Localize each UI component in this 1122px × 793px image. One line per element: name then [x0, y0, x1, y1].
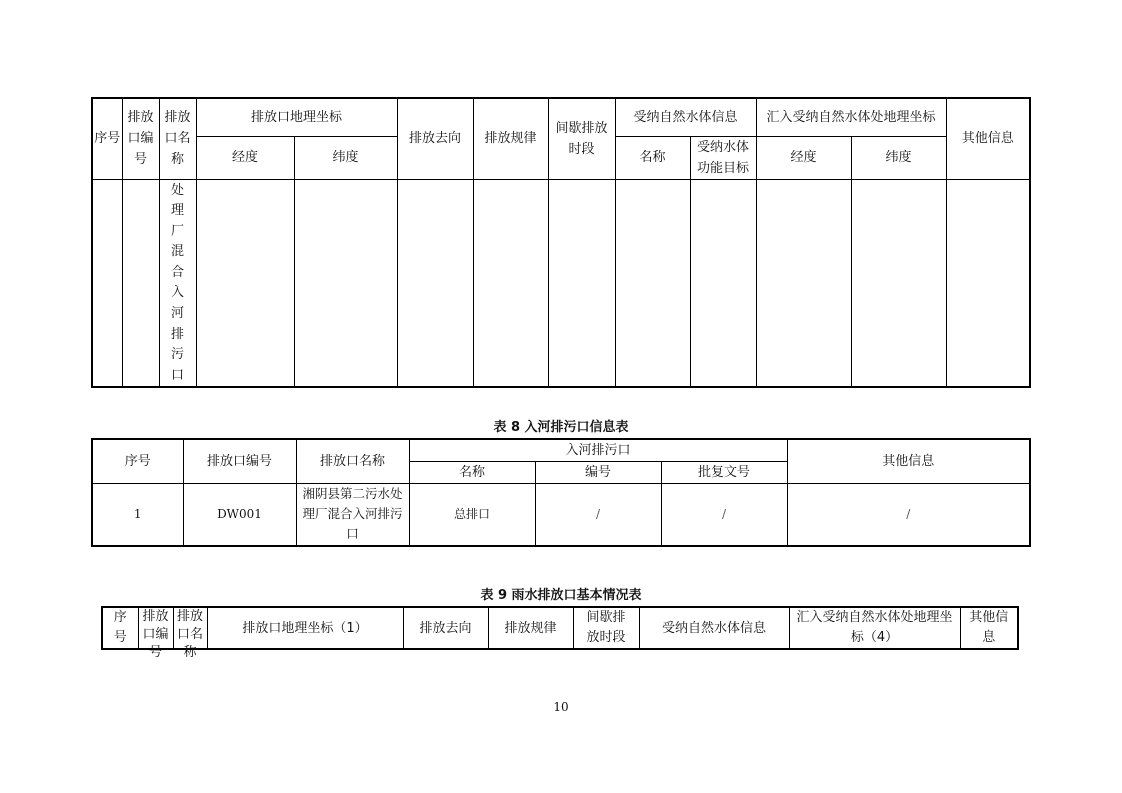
cell-longitude [196, 179, 294, 387]
t8-cell-seq: 1 [92, 484, 183, 546]
table8-river-outlet-info [91, 438, 1031, 547]
table8-caption: 表 8 入河排污口信息表 [493, 420, 629, 435]
t8-header-number: 编号 [535, 462, 661, 484]
header-rule: 排放规律 [473, 98, 548, 179]
header-geo-coords: 排放口地理坐标 [196, 98, 397, 136]
t9-header-confluence-coords: 汇入受纳自然水体处地理坐标（4） [789, 607, 960, 649]
cell-latitude [294, 179, 397, 387]
cell-confluence-longitude [756, 179, 851, 387]
header-receiving-name: 名称 [615, 136, 690, 179]
cell-receiving-name [615, 179, 690, 387]
outlet-name-vertical: 处 理 厂 混 合 入 河 排 污 口 [170, 182, 184, 383]
page-number: 10 [553, 700, 569, 714]
cell-confluence-latitude [851, 179, 946, 387]
header-confluence-longitude: 经度 [756, 136, 851, 179]
header-confluence-coords: 汇入受纳自然水体处地理坐标 [756, 98, 946, 136]
header-latitude: 纬度 [294, 136, 397, 179]
t8-header-seq: 序号 [92, 439, 183, 484]
header-seq: 序号 [92, 98, 122, 179]
header-other-info: 其他信息 [946, 98, 1030, 179]
t8-header-approval: 批复文号 [661, 462, 787, 484]
header-intermittent: 间歇排放时段 [548, 98, 615, 179]
table-row [92, 484, 1030, 546]
cell-rule [473, 179, 548, 387]
header-longitude: 经度 [196, 136, 294, 179]
t9-header-intermittent: 间歇排放时段 [573, 607, 639, 649]
table7-continuation [91, 97, 1031, 388]
table-row [92, 179, 1030, 387]
t8-header-other-info: 其他信息 [787, 439, 1030, 484]
cell-direction [397, 179, 473, 387]
t9-header-receiving-water: 受纳自然水体信息 [639, 607, 789, 649]
t9-header-rule: 排放规律 [488, 607, 573, 649]
header-outlet-name: 排放口名称 [159, 98, 196, 179]
header-confluence-latitude: 纬度 [851, 136, 946, 179]
t8-header-outlet-name: 排放口名称 [296, 439, 409, 484]
table9-rain-outlet-info [101, 606, 1019, 660]
t8-header-name: 名称 [409, 462, 535, 484]
header-receiving-water: 受纳自然水体信息 [615, 98, 756, 136]
cell-outlet-no [122, 179, 159, 387]
t8-cell-other-info: / [787, 484, 1030, 546]
t9-header-seq: 序号 [102, 607, 138, 649]
t8-cell-outlet-no: DW001 [183, 484, 296, 546]
cell-outlet-name [159, 179, 196, 387]
t8-cell-number: / [535, 484, 661, 546]
header-direction: 排放去向 [397, 98, 473, 179]
cell-receiving-target [690, 179, 756, 387]
header-outlet-no: 排放口编号 [122, 98, 159, 179]
t9-header-outlet-no: 排放口编号 [138, 607, 173, 649]
t9-header-direction: 排放去向 [403, 607, 488, 649]
t8-cell-approval: / [661, 484, 787, 546]
header-receiving-target: 受纳水体功能目标 [690, 136, 756, 179]
cell-other-info [946, 179, 1030, 387]
t8-header-river-outlet: 入河排污口 [409, 439, 787, 462]
t8-cell-name: 总排口 [409, 484, 535, 546]
t9-header-outlet-name: 排放口名称 [173, 607, 207, 649]
t8-header-outlet-no: 排放口编号 [183, 439, 296, 484]
cell-intermittent [548, 179, 615, 387]
table9-caption: 表 9 雨水排放口基本情况表 [480, 588, 642, 603]
cell-seq [92, 179, 122, 387]
t9-header-other-info: 其他信息 [960, 607, 1018, 649]
t9-header-geo-coords: 排放口地理坐标（1） [207, 607, 403, 649]
t8-cell-outlet-name: 湘阴县第二污水处理厂混合入河排污口 [296, 484, 409, 546]
